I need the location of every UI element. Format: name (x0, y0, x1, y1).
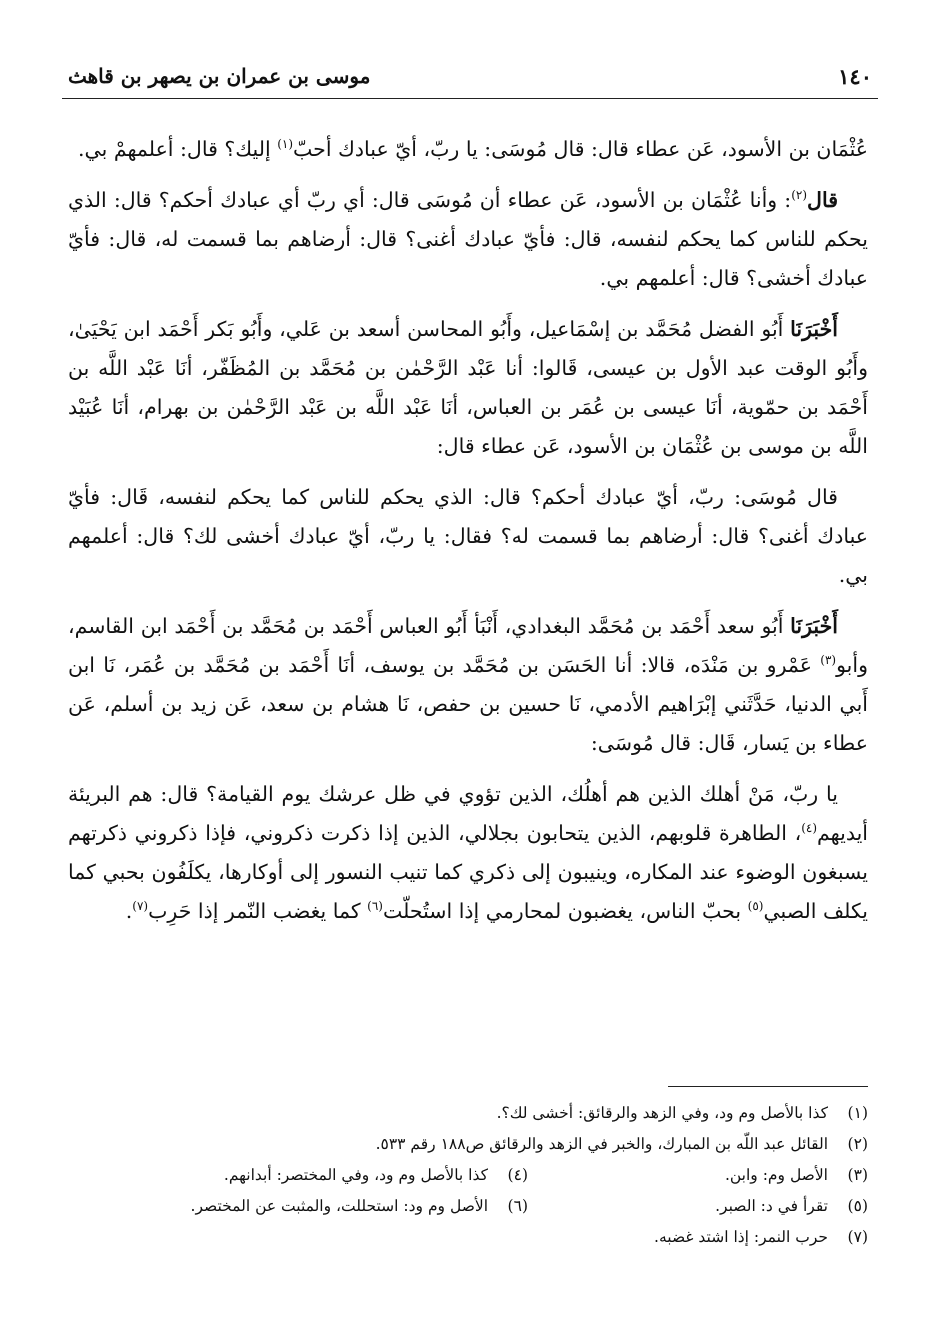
paragraph (68, 310, 868, 466)
bold-keyword: قال (807, 188, 838, 212)
text-run: قال مُوسَى: ربّ، أيّ عبادك أحكم؟ قال: الذي يحكم للناس كما يحكم لنفسه، قَال: فأيّ عبادك أغنى؟ قال: أرضاهم بما قسمت له؟ فقال: يا ربّ، أيّ عبادك أخشى لك؟ قال: أعلمهم بي. (68, 485, 868, 587)
paragraph (68, 181, 868, 298)
footnote-text: تقرأ في د: الصبر. (715, 1197, 828, 1215)
footnote (191, 1191, 528, 1222)
text-run: . (125, 899, 133, 923)
footnote-row (68, 1160, 868, 1191)
footnote-number: (٣) (847, 1166, 868, 1184)
footnotes (68, 1098, 868, 1253)
footnote-number: (١) (847, 1104, 868, 1122)
text-run: كما يغضب النّمر إذا حَرِب (148, 899, 368, 923)
text-run: إليك؟ قال: أعلمهمْ بي. (78, 137, 278, 161)
footnote-text: القائل عبد اللّه بن المبارك، والخبر في الزهد والرقائق ص١٨٨ رقم ٥٣٣. (375, 1135, 828, 1153)
footnote-row (68, 1191, 868, 1222)
header-divider (62, 98, 878, 99)
running-title: موسى بن عمران بن يصهر بن قاهث (68, 64, 371, 88)
footnote-text: كذا بالأصل وم ود، وفي الزهد والرقائق: أخشى لك؟. (496, 1104, 828, 1122)
footnote-marker: (٣) (820, 653, 837, 668)
footnote-marker: (١) (277, 137, 294, 152)
footnote-divider (668, 1086, 868, 1087)
footnote-marker: (٤) (801, 821, 818, 836)
footnote-text: كذا بالأصل وم ود، وفي المختصر: أبدانهم. (223, 1166, 488, 1184)
footnote-marker: (٢) (791, 188, 808, 203)
footnote-text: الأصل وم ود: استحللت، والمثبت عن المختصر. (190, 1197, 488, 1215)
running-header (62, 62, 878, 92)
bold-keyword: أَخْبَرَنَا (790, 614, 838, 638)
text-run: ، الطاهرة قلوبهم، الذين يتحابون بجلالي، الذين إذا ذكرت ذكروني، فإذا ذكروني ذكرتهم يسبغون الوضوء عند المكاره، وينيبون إلى ذكري كما تنيب النسور إلى أوكارها، يكلَفُون بحبي كما يكلف الصبي (68, 821, 868, 923)
text-run: يا ربّ، مَنْ أهلك الذين هم أهلُك، الذين تؤوي في ظل عرشك يوم القيامة؟ قال: هم البريئة أيديهم (68, 782, 868, 845)
footnote (68, 1129, 868, 1160)
footnote (68, 1098, 868, 1129)
paragraph (68, 775, 868, 931)
footnote-marker: (٥) (747, 899, 764, 914)
text-run: أَبُو سعد أَحْمَد بن مُحَمَّد البغدادي، أَنْبَأ أَبُو العباس أَحْمَد بن مُحَمَّد بن أَحْمَد ابن القاسم، وأبو (68, 614, 868, 677)
footnote (528, 1191, 868, 1222)
footnote-number: (٢) (847, 1135, 868, 1153)
text-run: بحبّ الناس، يغضبون لمحارمي إذا استُحلّت (382, 899, 748, 923)
main-text (68, 130, 868, 943)
footnote-text: الأصل وم: وابن. (724, 1166, 828, 1184)
footnote-number: (٦) (507, 1197, 528, 1215)
footnote-text: حرب النمر: إذا اشتد غضبه. (654, 1228, 828, 1246)
text-run: : وأنا عُثْمَان بن الأسود، عَن عطاء أن مُوسَى قال: أي ربّ أي عبادك أحكم؟ قال: الذي يحكم للناس كما يحكم لنفسه، قال: فأيّ عبادك أغنى؟ قال: أرضاهم بما قسمت له، قال: فأيّ عبادك أخشى؟ قال: أعلمهم بي. (68, 188, 868, 290)
footnote-number: (٥) (847, 1197, 868, 1215)
footnote-marker: (٧) (132, 899, 149, 914)
bold-keyword: أَخْبَرَنَا (790, 317, 838, 341)
footnote-marker: (٦) (367, 899, 383, 914)
text-run: أَبُو الفضل مُحَمَّد بن إسْمَاعيل، وأَبُو المحاسن أسعد بن عَلي، وأَبُو بَكر أَحْمَد ابن يَحْيَىٰ، وأَبُو الوقت عبد الأول بن عيسى، قَالوا: أنا عَبْد الرَّحْمٰن بن مُحَمَّد بن المُظَفّر، أنَا عَبْد اللَّه بن أَحْمَد بن حمّوية، أنَا عيسى بن عُمَر بن العباس، أنَا عَبْد اللَّه بن عَبْد الرَّحْمٰن بن بهرام، أنَا عُبَيْد اللَّه بن موسى بن عُثْمَان بن الأسود، عَن عطاء قال: (68, 317, 868, 458)
page-number: ١٤٠ (838, 64, 872, 89)
text-run: عَمْرو بن مَنْدَه، قالا: أنا الحَسَن بن مُحَمَّد بن يوسف، أنَا أَحْمَد بن مُحَمَّد بن عُمَر، نَا ابن أَبي الدنيا، حَدَّثَني إبْرَاهيم الأدمي، نَا حسين بن حفص، نَا هشام بن سعد، عَن زيد بن أسلم، عَن عطاء بن يَسار، قَال: قال مُوسَى: (68, 653, 868, 755)
paragraph (68, 607, 868, 763)
text-run: عُثْمَان بن الأسود، عَن عطاء قال: قال مُوسَى: يا ربّ، أيّ عبادك أحبّ (293, 137, 868, 161)
footnote (528, 1160, 868, 1191)
paragraph (68, 130, 868, 169)
footnote (68, 1222, 868, 1253)
footnote-number: (٧) (847, 1228, 868, 1246)
paragraph (68, 478, 868, 595)
footnote (224, 1160, 528, 1191)
footnote-number: (٤) (507, 1166, 528, 1184)
